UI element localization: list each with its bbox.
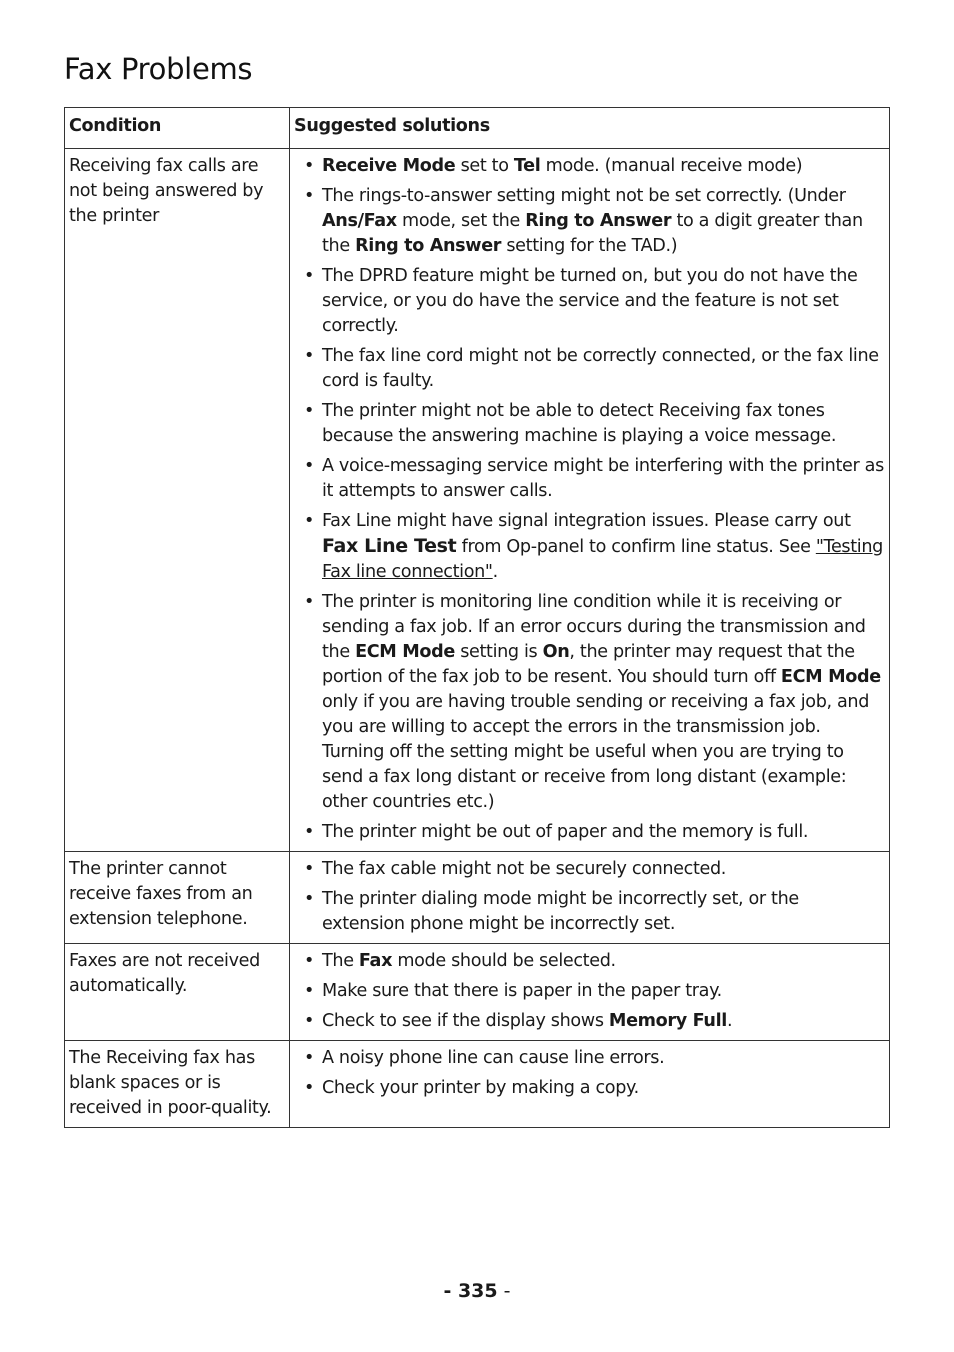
bullet-icon: •	[304, 456, 315, 476]
bullet-icon: •	[304, 889, 315, 909]
bullet-icon: •	[304, 1048, 315, 1068]
bullet-icon: •	[304, 156, 315, 176]
solution-text: The	[322, 951, 359, 971]
solution-text: only if you are having trouble sending or receiving a fax job, and you are willing to accept the errors in the transmission job. Turning off the setting might be useful when you are trying to send a fax long distant or receive from long distant (example: other countries etc.)	[322, 692, 870, 812]
bullet-icon: •	[304, 822, 315, 842]
solution-text: A noisy phone line can cause line errors.	[322, 1048, 665, 1068]
solutions-list	[294, 1046, 885, 1101]
solutions-header: Suggested solutions	[290, 108, 890, 149]
condition-cell: The printer cannot receive faxes from an extension telephone.	[65, 852, 290, 944]
solution-item	[304, 454, 885, 504]
emphasis-text: Tel	[513, 156, 541, 176]
bullet-icon: •	[304, 346, 315, 366]
solution-item	[304, 887, 885, 937]
bullet-icon: •	[304, 266, 315, 286]
solution-text: .	[726, 1011, 733, 1031]
bullet-icon: •	[304, 186, 315, 206]
solution-text: to a digit greater than the	[322, 211, 863, 256]
solution-text: setting is	[454, 642, 543, 662]
solution-text: The printer is monitoring line condition while it is receiving or sending a fax job. If an error occurs during the transmission and the	[322, 592, 866, 662]
emphasis-text: Memory Full	[608, 1011, 727, 1031]
condition-header: Condition	[65, 108, 290, 149]
bullet-icon: •	[304, 401, 315, 421]
table-row	[65, 852, 890, 944]
solutions-list	[294, 857, 885, 937]
bullet-icon: •	[304, 951, 315, 971]
solutions-cell	[290, 149, 890, 852]
solution-text: setting for the TAD.)	[501, 236, 678, 256]
solution-text: set to	[455, 156, 514, 176]
solution-text: .	[492, 562, 498, 582]
fax-problems-table	[64, 107, 890, 1128]
condition-cell: Faxes are not received automatically.	[65, 944, 290, 1041]
solution-item	[304, 344, 885, 394]
solution-item	[304, 399, 885, 449]
solution-item	[304, 184, 885, 259]
page-number-suffix: -	[497, 1280, 511, 1302]
solution-text: A voice-messaging service might be interfering with the printer as it attempts to answer calls.	[322, 456, 884, 501]
bullet-icon: •	[304, 592, 315, 612]
solution-text: Check your printer by making a copy.	[322, 1078, 639, 1098]
solution-text: The printer might be out of paper and the memory is full.	[322, 822, 809, 842]
solution-item	[304, 1009, 885, 1034]
solution-text: Make sure that there is paper in the paper tray.	[322, 981, 722, 1001]
solution-item	[304, 509, 885, 585]
solution-item	[304, 590, 885, 815]
solution-text: mode, set the	[396, 211, 526, 231]
emphasis-text: ECM Mode	[780, 667, 881, 687]
solutions-list	[294, 154, 885, 845]
solutions-cell	[290, 852, 890, 944]
solution-text: The DPRD feature might be turned on, but you do not have the service, or you do have the service and the feature is not set correctly.	[322, 266, 858, 336]
emphasis-text: Ans/Fax	[322, 211, 397, 231]
solution-item	[304, 820, 885, 845]
emphasis-text: Ring to Answer	[525, 211, 672, 231]
solution-item	[304, 264, 885, 339]
emphasis-text: Fax	[358, 951, 393, 971]
table-row	[65, 149, 890, 852]
solutions-list	[294, 949, 885, 1034]
solution-text: The rings-to-answer setting might not be set correctly. (Under	[322, 186, 846, 206]
condition-cell: Receiving fax calls are not being answered by the printer	[65, 149, 290, 852]
table-header-row	[65, 108, 890, 149]
condition-cell: The Receiving fax has blank spaces or is received in poor-quality.	[65, 1041, 290, 1128]
bullet-icon: •	[304, 1078, 315, 1098]
emphasis-text: Receive Mode	[322, 156, 456, 176]
page-title: Fax Problems	[64, 52, 253, 86]
emphasis-text: Ring to Answer	[355, 236, 502, 256]
solution-text: Check to see if the display shows	[322, 1011, 609, 1031]
solution-text: mode. (manual receive mode)	[540, 156, 803, 176]
table-body	[65, 149, 890, 1128]
solution-item	[304, 857, 885, 882]
table-row	[65, 944, 890, 1041]
cross-reference-link[interactable]: "Testing Fax line connection"	[322, 537, 883, 582]
solution-item	[304, 1076, 885, 1101]
solution-text: The fax line cord might not be correctly connected, or the fax line cord is faulty.	[322, 346, 879, 391]
solution-item	[304, 154, 885, 179]
solution-text: Fax Line might have signal integration issues. Please carry out	[322, 511, 851, 531]
solution-item	[304, 979, 885, 1004]
table-row	[65, 1041, 890, 1128]
bullet-icon: •	[304, 981, 315, 1001]
solution-text: , the printer may request that the portion of the fax job to be resent. You should turn off	[322, 642, 855, 687]
solution-text: The printer might not be able to detect Receiving fax tones because the answering machine is playing a voice message.	[322, 401, 837, 446]
solutions-cell	[290, 1041, 890, 1128]
bullet-icon: •	[304, 511, 315, 531]
bullet-icon: •	[304, 859, 315, 879]
solution-text: mode should be selected.	[392, 951, 616, 971]
page-number-value: - 335	[443, 1280, 498, 1302]
solution-text: The fax cable might not be securely connected.	[322, 859, 727, 879]
solution-item	[304, 949, 885, 974]
solution-text: The printer dialing mode might be incorrectly set, or the extension phone might be incorrectly set.	[322, 889, 799, 934]
emphasis-text: On	[542, 642, 570, 662]
page-number	[0, 1280, 954, 1302]
emphasis-text: ECM Mode	[355, 642, 455, 662]
solution-item	[304, 1046, 885, 1071]
solution-text: from Op-panel to confirm line status. See	[456, 537, 816, 557]
emphasis-text: Fax Line Test	[322, 535, 457, 557]
bullet-icon: •	[304, 1011, 315, 1031]
solutions-cell	[290, 944, 890, 1041]
